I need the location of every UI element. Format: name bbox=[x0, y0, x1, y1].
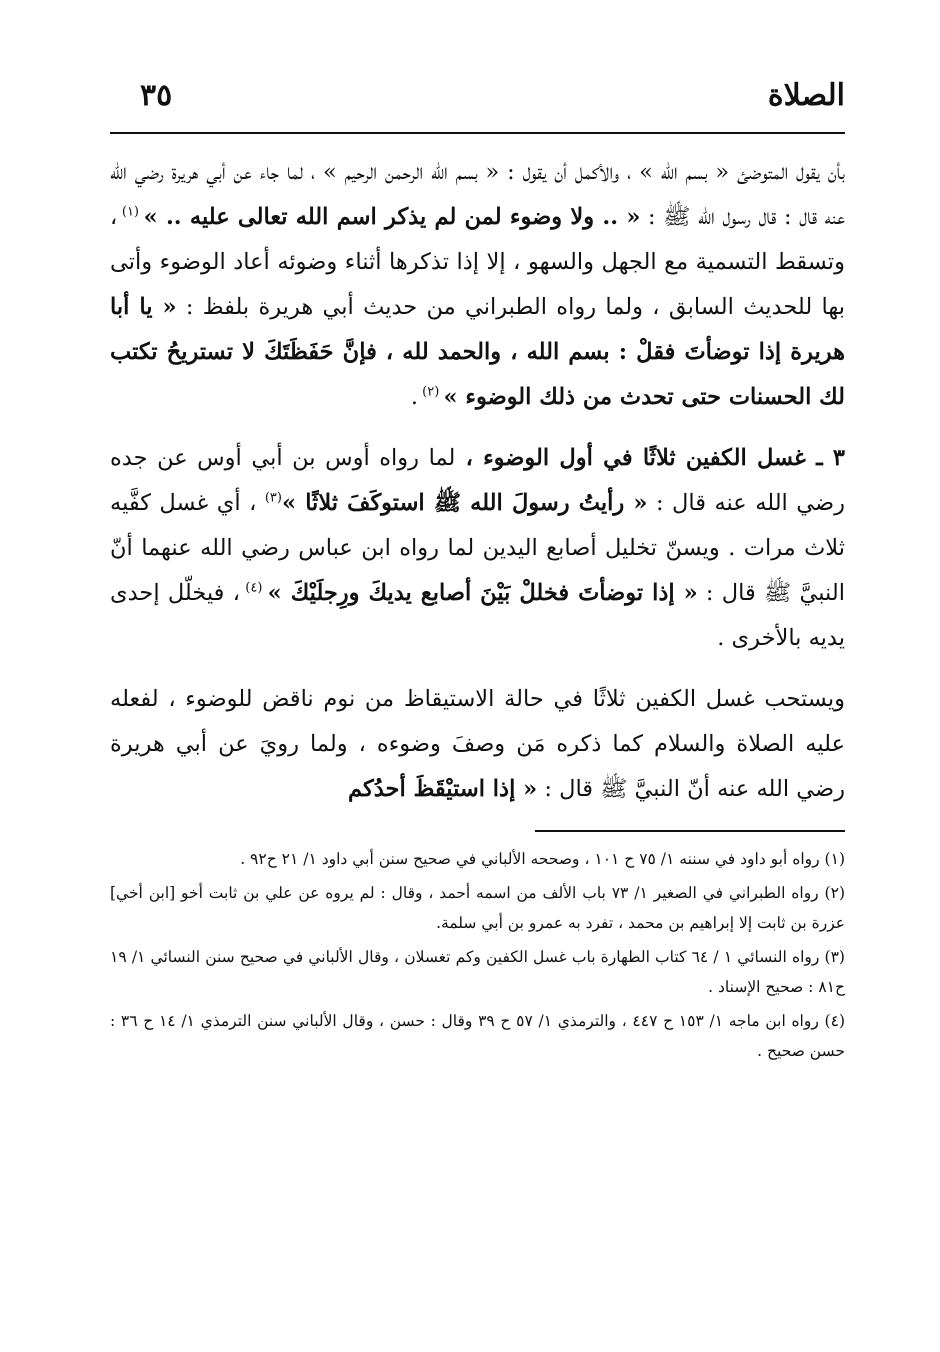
footnote-3 bbox=[110, 942, 845, 1002]
text-run: ، وتسقط التسمية مع الجهل والسهو ، إلا إذا تذكرها أثناء وضوئه أعاد الوضوء وأتى بها للحديث السابق ، ولما رواه الطبراني من حديث أبي هريرة بلفظ : bbox=[110, 204, 845, 320]
hadith-quote: « رأيتُ رسولَ الله ﷺ استوكَفَ ثلاثًا » bbox=[281, 490, 648, 516]
paragraph-basmala bbox=[110, 150, 845, 420]
text-run: بأن يقول المتوضئ « بسم الله » ، والأكمل أن يقول : « بسم الله الرحمن الرحيم » ، لما جاء عن أبي هريرة رضي الله عنه قال : قال رسول الله ﷺ : bbox=[110, 159, 845, 230]
page-number: ٣٥ bbox=[140, 78, 173, 113]
footnote-ref: (٣) bbox=[264, 490, 282, 506]
hadith-quote: « يا أبا هريرة إذا توضأتَ فقلْ : بسم الله ، والحمد لله ، فإنَّ حَفَظَتَكَ لا تستريحُ تكتب لك الحسنات حتى تحدث من ذلك الوضوء » bbox=[110, 294, 845, 410]
paragraph-wash-hands bbox=[110, 436, 845, 661]
hadith-quote: « إذا توضأتَ فخللْ بَيْنَ أصابع يديكَ ورِجلَيْكَ » bbox=[267, 580, 698, 606]
footnote-text: رواه ابن ماجه ١/ ١٥٣ ح ٤٤٧ ، والترمذي ١/ ٥٧ ح ٣٩ وقال : حسن ، وقال الألباني سنن الترمذي ١/ ١٤ ح ٣٦ : حسن صحيح . bbox=[110, 1012, 845, 1060]
footnote-ref: (٤) bbox=[239, 580, 268, 596]
text-run: لما رواه أوس بن أبي أوس عن جده رضي الله عنه قال : bbox=[110, 445, 846, 516]
footnote-text: رواه الطبراني في الصغير ١/ ٧٣ باب الألف من اسمه أحمد ، وقال : لم يروه عن علي بن ثابت أخو [ابن أخي] عزرة بن ثابت إلا إبراهيم بن محمد ، تفرد به عمرو بن أبي سلمة. bbox=[110, 884, 845, 932]
book-page bbox=[110, 70, 845, 1070]
footnote-number: (٢) bbox=[824, 884, 845, 902]
text-run: . bbox=[410, 384, 419, 410]
footnote-rule bbox=[535, 830, 845, 832]
footnote-number: (١) bbox=[824, 850, 845, 868]
footnote-1 bbox=[110, 844, 845, 874]
chapter-title: الصلاة bbox=[767, 78, 845, 113]
footnotes bbox=[110, 844, 845, 1066]
hadith-quote: « إذا استيْقَظَ أحدُكم bbox=[348, 776, 538, 802]
footnote-number: (٤) bbox=[824, 1012, 845, 1030]
hadith-quote: « .. ولا وضوء لمن لم يذكر اسم الله تعالى عليه .. » bbox=[143, 204, 641, 230]
main-text bbox=[110, 150, 845, 812]
footnote-ref: (٢) bbox=[418, 384, 444, 400]
footnote-number: (٣) bbox=[824, 948, 845, 966]
footnote-ref: (١) bbox=[117, 204, 144, 220]
section-heading: ٣ ـ غسل الكفين ثلاثًا في أول الوضوء ، bbox=[455, 445, 846, 471]
page-header bbox=[110, 70, 845, 130]
footnote-2 bbox=[110, 878, 845, 938]
text-run: ، فيخلّل إحدى يديه بالأخرى . bbox=[110, 580, 845, 651]
footnote-text: رواه أبو داود في سننه ١/ ٧٥ ح ١٠١ ، وصححه الألباني في صحيح سنن أبي داود ١/ ٢١ ح٩٢ . bbox=[240, 850, 820, 868]
header-rule bbox=[110, 132, 845, 134]
footnote-4 bbox=[110, 1006, 845, 1066]
text-run: ، أي غسل كفَّيه ثلاث مرات . ويسنّ تخليل أصابع اليدين لما رواه ابن عباس رضي الله عنهما أنّ النبيَّ ﷺ قال : bbox=[110, 490, 845, 606]
paragraph-waking bbox=[110, 677, 845, 812]
text-run: ويستحب غسل الكفين ثلاثًا في حالة الاستيقاظ من نوم ناقض للوضوء ، لفعله عليه الصلاة والسلام كما ذكره مَن وصفَ وضوءه ، ولما رويَ عن أبي هريرة رضي الله عنه أنّ النبيَّ ﷺ قال : bbox=[110, 686, 845, 802]
footnote-text: رواه النسائي ١ / ٦٤ كتاب الطهارة باب غسل الكفين وكم تغسلان ، وقال الألباني في صحيح سنن النسائي ١/ ١٩ ح٨١ : صحيح الإسناد . bbox=[110, 948, 845, 996]
